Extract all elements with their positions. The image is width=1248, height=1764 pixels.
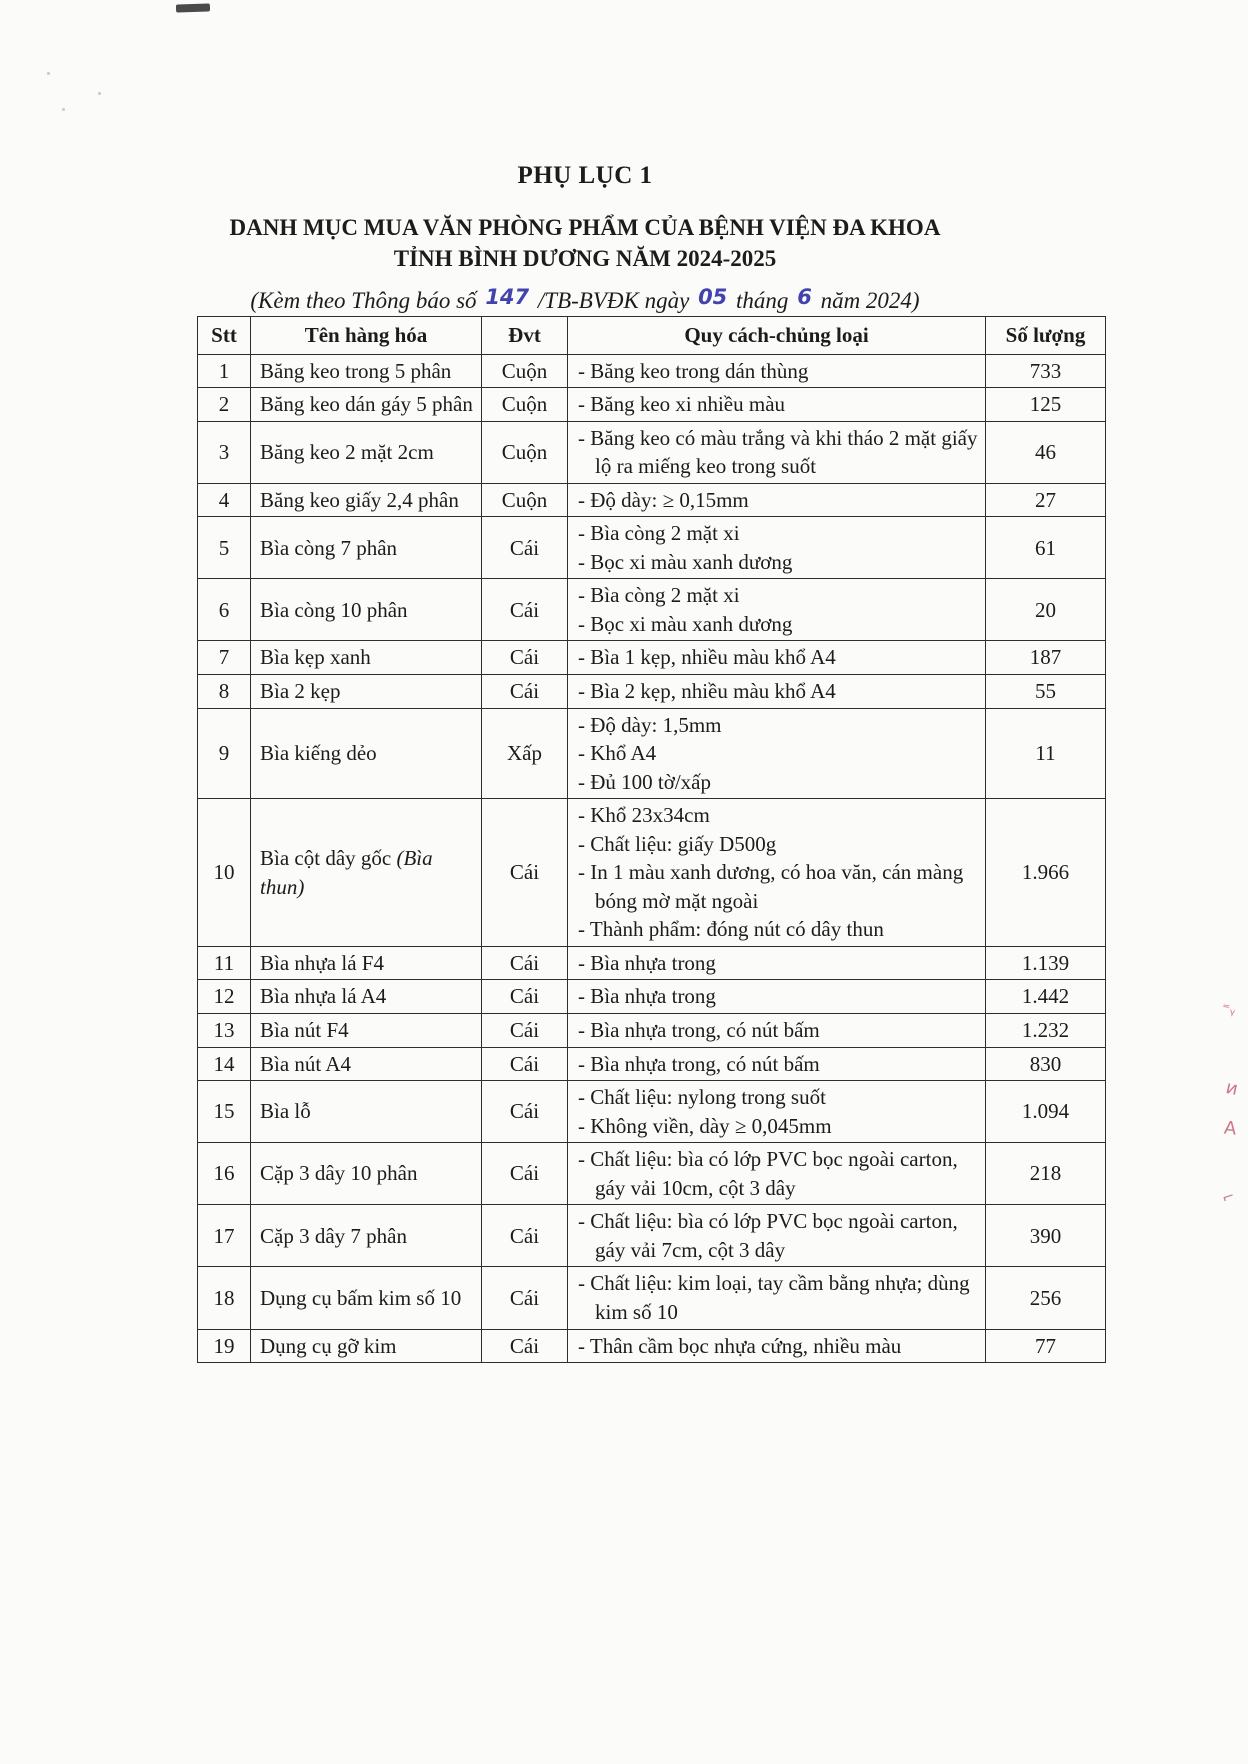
- row-stt: 13: [198, 1014, 251, 1048]
- row-name: Bìa nút A4: [251, 1047, 482, 1081]
- row-specs: - Bìa còng 2 mặt xi - Bọc xi màu xanh dương: [568, 579, 986, 641]
- table-row: [198, 675, 1106, 709]
- row-specs: - Băng keo có màu trắng và khi tháo 2 mặt giấy lộ ra miếng keo trong suốt: [568, 421, 986, 483]
- row-unit: Cái: [482, 1205, 568, 1267]
- row-name: Bìa nhựa lá F4: [251, 946, 482, 980]
- row-qty: 27: [986, 483, 1106, 517]
- row-specs: - Bìa nhựa trong: [568, 946, 986, 980]
- col-header-quy-cach: Quy cách-chủng loại: [568, 317, 986, 355]
- row-qty: 256: [986, 1267, 1106, 1329]
- row-qty: 218: [986, 1143, 1106, 1205]
- col-header-ten-hang-hoa: Tên hàng hóa: [251, 317, 482, 355]
- row-specs: - Chất liệu: kim loại, tay cầm bằng nhựa; dùng kim số 10: [568, 1267, 986, 1329]
- row-stt: 2: [198, 388, 251, 422]
- supply-list-table: [197, 316, 1106, 1363]
- row-unit: Cái: [482, 517, 568, 579]
- row-stt: 6: [198, 579, 251, 641]
- row-stt: 4: [198, 483, 251, 517]
- row-qty: 187: [986, 641, 1106, 675]
- table-row: [198, 1143, 1106, 1205]
- row-stt: 8: [198, 675, 251, 709]
- row-qty: 20: [986, 579, 1106, 641]
- row-unit: Cái: [482, 1143, 568, 1205]
- table-row: [198, 1081, 1106, 1143]
- row-specs: - Thân cầm bọc nhựa cứng, nhiều màu: [568, 1329, 986, 1363]
- appendix-title: PHỤ LỤC 1: [517, 162, 653, 189]
- scan-artifact-speck: [47, 72, 50, 75]
- row-name: Dụng cụ bấm kim số 10: [251, 1267, 482, 1329]
- row-stt: 17: [198, 1205, 251, 1267]
- table-row: [198, 1047, 1106, 1081]
- table-row: [198, 421, 1106, 483]
- col-header-dvt: Đvt: [482, 317, 568, 355]
- row-unit: Cuộn: [482, 388, 568, 422]
- table-row: [198, 579, 1106, 641]
- row-name: Bìa kiếng dẻo: [251, 708, 482, 799]
- table-row: [198, 354, 1106, 388]
- row-unit: Cuộn: [482, 354, 568, 388]
- row-specs: - Bìa 1 kẹp, nhiều màu khổ A4: [568, 641, 986, 675]
- subtitle-prefix: (Kèm theo Thông báo số: [250, 288, 477, 314]
- row-stt: 9: [198, 708, 251, 799]
- row-unit: Cái: [482, 641, 568, 675]
- row-qty: 1.442: [986, 980, 1106, 1014]
- main-title-line2: TỈNH BÌNH DƯƠNG NĂM 2024-2025: [393, 246, 777, 272]
- row-name: Bìa nhựa lá A4: [251, 980, 482, 1014]
- row-name: Băng keo 2 mặt 2cm: [251, 421, 482, 483]
- row-qty: 77: [986, 1329, 1106, 1363]
- supply-table-body: [198, 354, 1106, 1363]
- scan-artifact-red-pen-mark: A: [1222, 1117, 1238, 1140]
- row-name: Bìa còng 10 phân: [251, 579, 482, 641]
- row-qty: 733: [986, 354, 1106, 388]
- row-name: Băng keo giấy 2,4 phân: [251, 483, 482, 517]
- row-qty: 830: [986, 1047, 1106, 1081]
- scan-artifact-speck: [62, 108, 65, 111]
- table-header-row: [198, 317, 1106, 355]
- row-stt: 10: [198, 799, 251, 947]
- row-unit: Cuộn: [482, 483, 568, 517]
- row-specs: - Độ dày: ≥ 0,15mm: [568, 483, 986, 517]
- scan-artifact-red-pen-mark: ⌐: [1219, 1186, 1238, 1208]
- table-row: [198, 1267, 1106, 1329]
- row-stt: 7: [198, 641, 251, 675]
- subtitle-line: [160, 285, 1010, 314]
- row-qty: 46: [986, 421, 1106, 483]
- row-unit: Cái: [482, 579, 568, 641]
- row-specs: - Bìa 2 kẹp, nhiều màu khổ A4: [568, 675, 986, 709]
- row-qty: 55: [986, 675, 1106, 709]
- row-unit: Cái: [482, 675, 568, 709]
- subtitle-middle: /TB-BVĐK ngày: [537, 288, 690, 314]
- row-specs: - Băng keo trong dán thùng: [568, 354, 986, 388]
- row-stt: 5: [198, 517, 251, 579]
- table-row: [198, 980, 1106, 1014]
- row-name: Cặp 3 dây 7 phân: [251, 1205, 482, 1267]
- row-stt: 15: [198, 1081, 251, 1143]
- scan-artifact-top-smudge: [176, 3, 210, 12]
- row-stt: 14: [198, 1047, 251, 1081]
- row-qty: 61: [986, 517, 1106, 579]
- row-specs: - Độ dày: 1,5mm - Khổ A4 - Đủ 100 tờ/xấp: [568, 708, 986, 799]
- handwritten-day: 05: [698, 285, 728, 310]
- row-name: Dụng cụ gỡ kim: [251, 1329, 482, 1363]
- row-stt: 1: [198, 354, 251, 388]
- row-specs: - Chất liệu: bìa có lớp PVC bọc ngoài carton, gáy vải 7cm, cột 3 dây: [568, 1205, 986, 1267]
- row-name: Bìa lỗ: [251, 1081, 482, 1143]
- row-unit: Cuộn: [482, 421, 568, 483]
- row-specs: - Bìa nhựa trong, có nút bấm: [568, 1014, 986, 1048]
- row-specs: - Bìa nhựa trong: [568, 980, 986, 1014]
- main-title-line1: DANH MỤC MUA VĂN PHÒNG PHẨM CỦA BỆNH VIỆN ĐA KHOA: [229, 215, 941, 240]
- row-name: Bìa còng 7 phân: [251, 517, 482, 579]
- row-stt: 18: [198, 1267, 251, 1329]
- row-specs: - Chất liệu: nylong trong suốt - Không viền, dày ≥ 0,045mm: [568, 1081, 986, 1143]
- row-specs: - Chất liệu: bìa có lớp PVC bọc ngoài carton, gáy vải 10cm, cột 3 dây: [568, 1143, 986, 1205]
- row-qty: 125: [986, 388, 1106, 422]
- row-specs: - Khổ 23x34cm - Chất liệu: giấy D500g - In 1 màu xanh dương, có hoa văn, cán màng bóng mờ mặt ngoài - Thành phẩm: đóng nút có dây thun: [568, 799, 986, 947]
- table-row: [198, 517, 1106, 579]
- row-stt: 11: [198, 946, 251, 980]
- table-row: [198, 483, 1106, 517]
- row-stt: 3: [198, 421, 251, 483]
- row-stt: 16: [198, 1143, 251, 1205]
- row-specs: - Bìa còng 2 mặt xi - Bọc xi màu xanh dương: [568, 517, 986, 579]
- row-unit: Cái: [482, 1081, 568, 1143]
- row-qty: 1.094: [986, 1081, 1106, 1143]
- row-unit: Cái: [482, 1329, 568, 1363]
- row-qty: 1.139: [986, 946, 1106, 980]
- row-unit: Xấp: [482, 708, 568, 799]
- row-qty: 1.232: [986, 1014, 1106, 1048]
- scan-artifact-red-pen-mark: ⁼ᵧ: [1220, 999, 1237, 1019]
- table-row: [198, 641, 1106, 675]
- row-specs: - Bìa nhựa trong, có nút bấm: [568, 1047, 986, 1081]
- row-stt: 12: [198, 980, 251, 1014]
- row-unit: Cái: [482, 980, 568, 1014]
- row-specs: - Băng keo xi nhiều màu: [568, 388, 986, 422]
- handwritten-month: 6: [797, 285, 812, 310]
- table-row: [198, 708, 1106, 799]
- row-unit: Cái: [482, 799, 568, 947]
- row-name: Bìa 2 kẹp: [251, 675, 482, 709]
- document-heading: [160, 162, 1010, 314]
- subtitle-thang: tháng: [736, 288, 789, 314]
- table-row: [198, 1205, 1106, 1267]
- row-name: Bìa kẹp xanh: [251, 641, 482, 675]
- table-row: [198, 1329, 1106, 1363]
- row-qty: 11: [986, 708, 1106, 799]
- scan-artifact-red-pen-mark: ͷ: [1223, 1077, 1240, 1100]
- table-row: [198, 1014, 1106, 1048]
- row-name: Cặp 3 dây 10 phân: [251, 1143, 482, 1205]
- table-row: [198, 946, 1106, 980]
- row-stt: 19: [198, 1329, 251, 1363]
- col-header-stt: Stt: [198, 317, 251, 355]
- main-title: [160, 212, 1010, 274]
- row-qty: 1.966: [986, 799, 1106, 947]
- row-name: Băng keo dán gáy 5 phân: [251, 388, 482, 422]
- subtitle-suffix: năm 2024): [820, 288, 920, 314]
- row-unit: Cái: [482, 1014, 568, 1048]
- table-row: [198, 799, 1106, 947]
- table-row: [198, 388, 1106, 422]
- col-header-so-luong: Số lượng: [986, 317, 1106, 355]
- handwritten-doc-number: 147: [485, 285, 530, 310]
- row-unit: Cái: [482, 946, 568, 980]
- row-unit: Cái: [482, 1047, 568, 1081]
- scan-artifact-speck: [98, 92, 101, 95]
- row-unit: Cái: [482, 1267, 568, 1329]
- row-qty: 390: [986, 1205, 1106, 1267]
- row-name: Băng keo trong 5 phân: [251, 354, 482, 388]
- row-name: Bìa nút F4: [251, 1014, 482, 1048]
- row-name: Bìa cột dây gốc (Bìa thun): [251, 799, 482, 947]
- supply-list-table-wrap: [197, 316, 1105, 1363]
